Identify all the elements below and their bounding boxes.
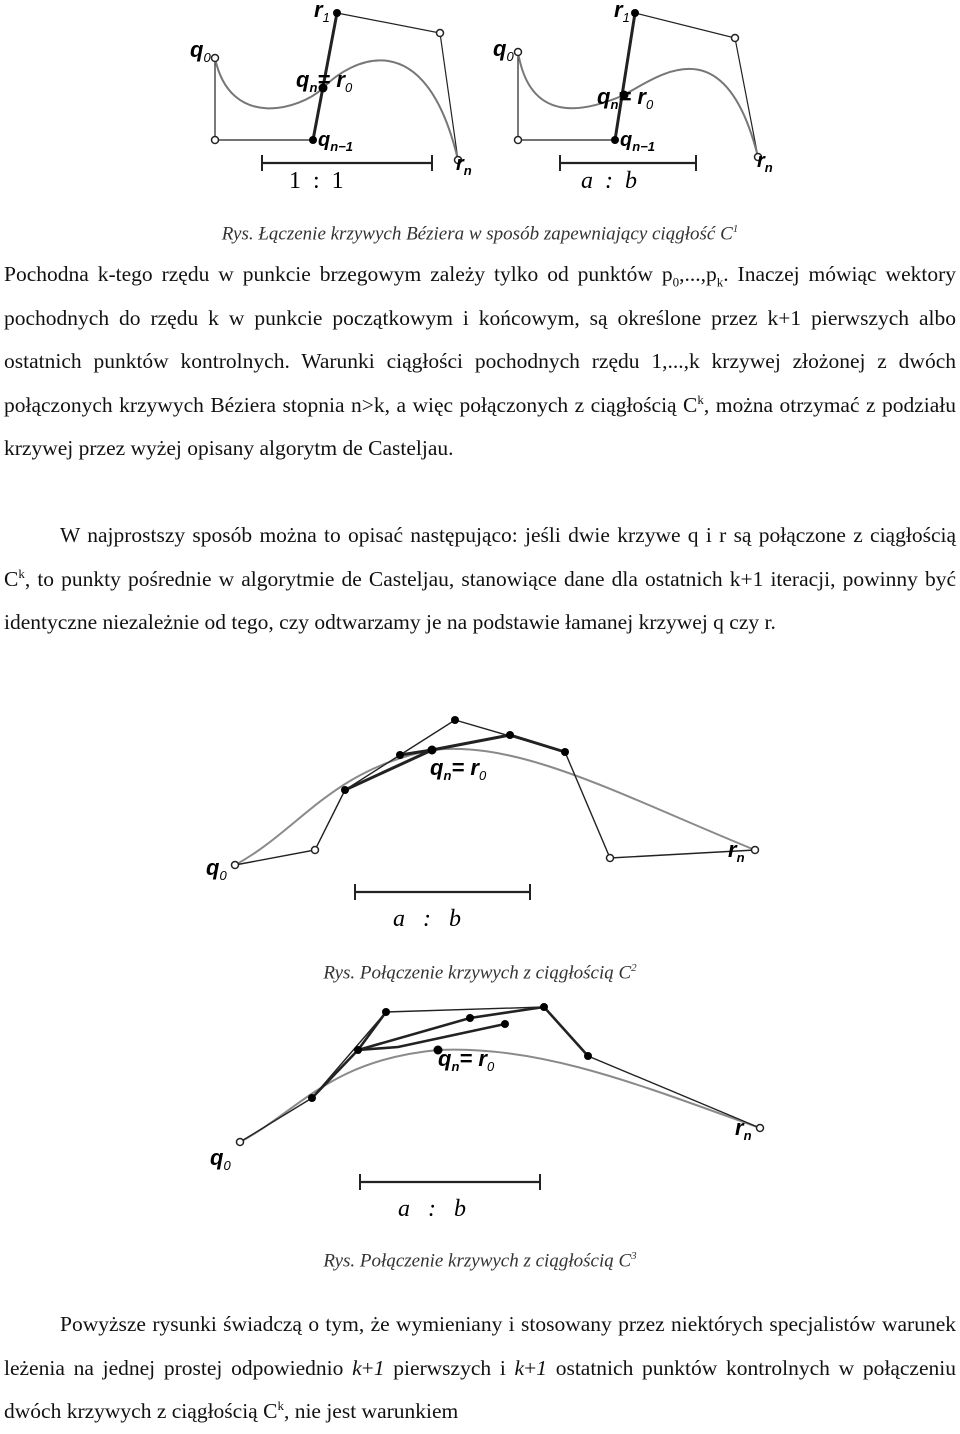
label-qn-r0: $q_n= r_0$ [296,67,353,95]
caption-1-sup: 1 [732,223,739,235]
label-qn-r0-fig2: $q_n= r_0$ [430,755,487,783]
figure-c1-drawing [0,0,960,215]
label-qn-1: $q_{n-1}$ [318,129,353,154]
caption-2-sup: 2 [631,962,637,974]
label-q0-fig2: $q_0$ [206,855,227,883]
label-rn-fig2: $r_n$ [728,837,745,865]
figure-c3-continuity [0,990,960,1250]
label-r1: $r_1$ [314,0,330,25]
figure-c2-drawing [0,700,960,960]
label-q0-right: $q_0$ [493,36,514,64]
figure-caption-1 [0,223,960,245]
caption-1-text: Rys. Łączenie krzywych Béziera w sposób zapewniający ciągłość C [221,223,733,245]
figure-c1-continuity [0,0,960,215]
caption-3-sup: 3 [631,1250,637,1262]
ratio-fig2: a : b [393,906,461,932]
figure-c2-continuity [0,700,960,960]
ratio-fig3: a : b [398,1196,466,1222]
figure-caption-2 [0,962,960,984]
label-rn: $r_n$ [456,153,472,178]
label-q0-fig3: $q_0$ [210,1145,231,1173]
label-rn-right: $r_n$ [757,150,773,175]
paragraph-3: Powyższe rysunki świadczą o tym, że wymieniany i stosowany przez niektórych specjalistów warunek leżenia na jednej prostej odpowiednio k+1 pierwszych i k+1 ostatnich punktów kontrolnych w połączeniu dwóch krzywych z ciągłością $C^k$, nie jest warunkiem [4,1312,956,1423]
label-qn-1-right: $q_{n-1}$ [620,129,655,154]
caption-2-text: Rys. Połączenie krzywych z ciągłością C [323,962,632,984]
ratio-left: 1 : 1 [289,168,344,194]
figure-c3-drawing [0,990,960,1250]
paragraph-1: Pochodna k-tego rzędu w punkcie brzegowym zależy tylko od punktów $p_0,...,p_k$. Inaczej mówiąc wektory pochodnych do rzędu k w punkcie początkowym i końcowym, są określone przez k+1 pierwszych albo ostatnich punktów kontrolnych. Warunki ciągłości pochodnych rzędu 1,...,k krzywej złożonej z dwóch połączonych krzywych Béziera stopnia n>k, a więc połączonych z ciągłością $C^k$, można otrzymać z podziału krzywej przez wyżej opisany algorytm de Casteljau. [4,262,956,460]
label-rn-fig3: $r_n$ [735,1115,752,1143]
paragraph-2: W najprostszy sposób można to opisać następująco: jeśli dwie krzywe q i r są połączone z ciągłością $C^k$, to punkty pośrednie w algorytmie de Casteljau, stanowiące dane dla ostatnich k+1 iteracji, powinny być identyczne niezależnie od tego, czy odtwarzamy je na podstawie łamanej krzywej q czy r. [4,523,956,634]
figure-caption-3 [0,1250,960,1272]
caption-3-text: Rys. Połączenie krzywych z ciągłością C [323,1250,632,1272]
label-q0: $q_0$ [190,37,211,65]
label-qn-r0-fig3: $q_n= r_0$ [438,1046,495,1074]
ratio-right: a : b [581,168,637,194]
label-qn-r0-right: $q_n= r_0$ [597,84,654,112]
label-r1-right: $r_1$ [614,0,630,25]
